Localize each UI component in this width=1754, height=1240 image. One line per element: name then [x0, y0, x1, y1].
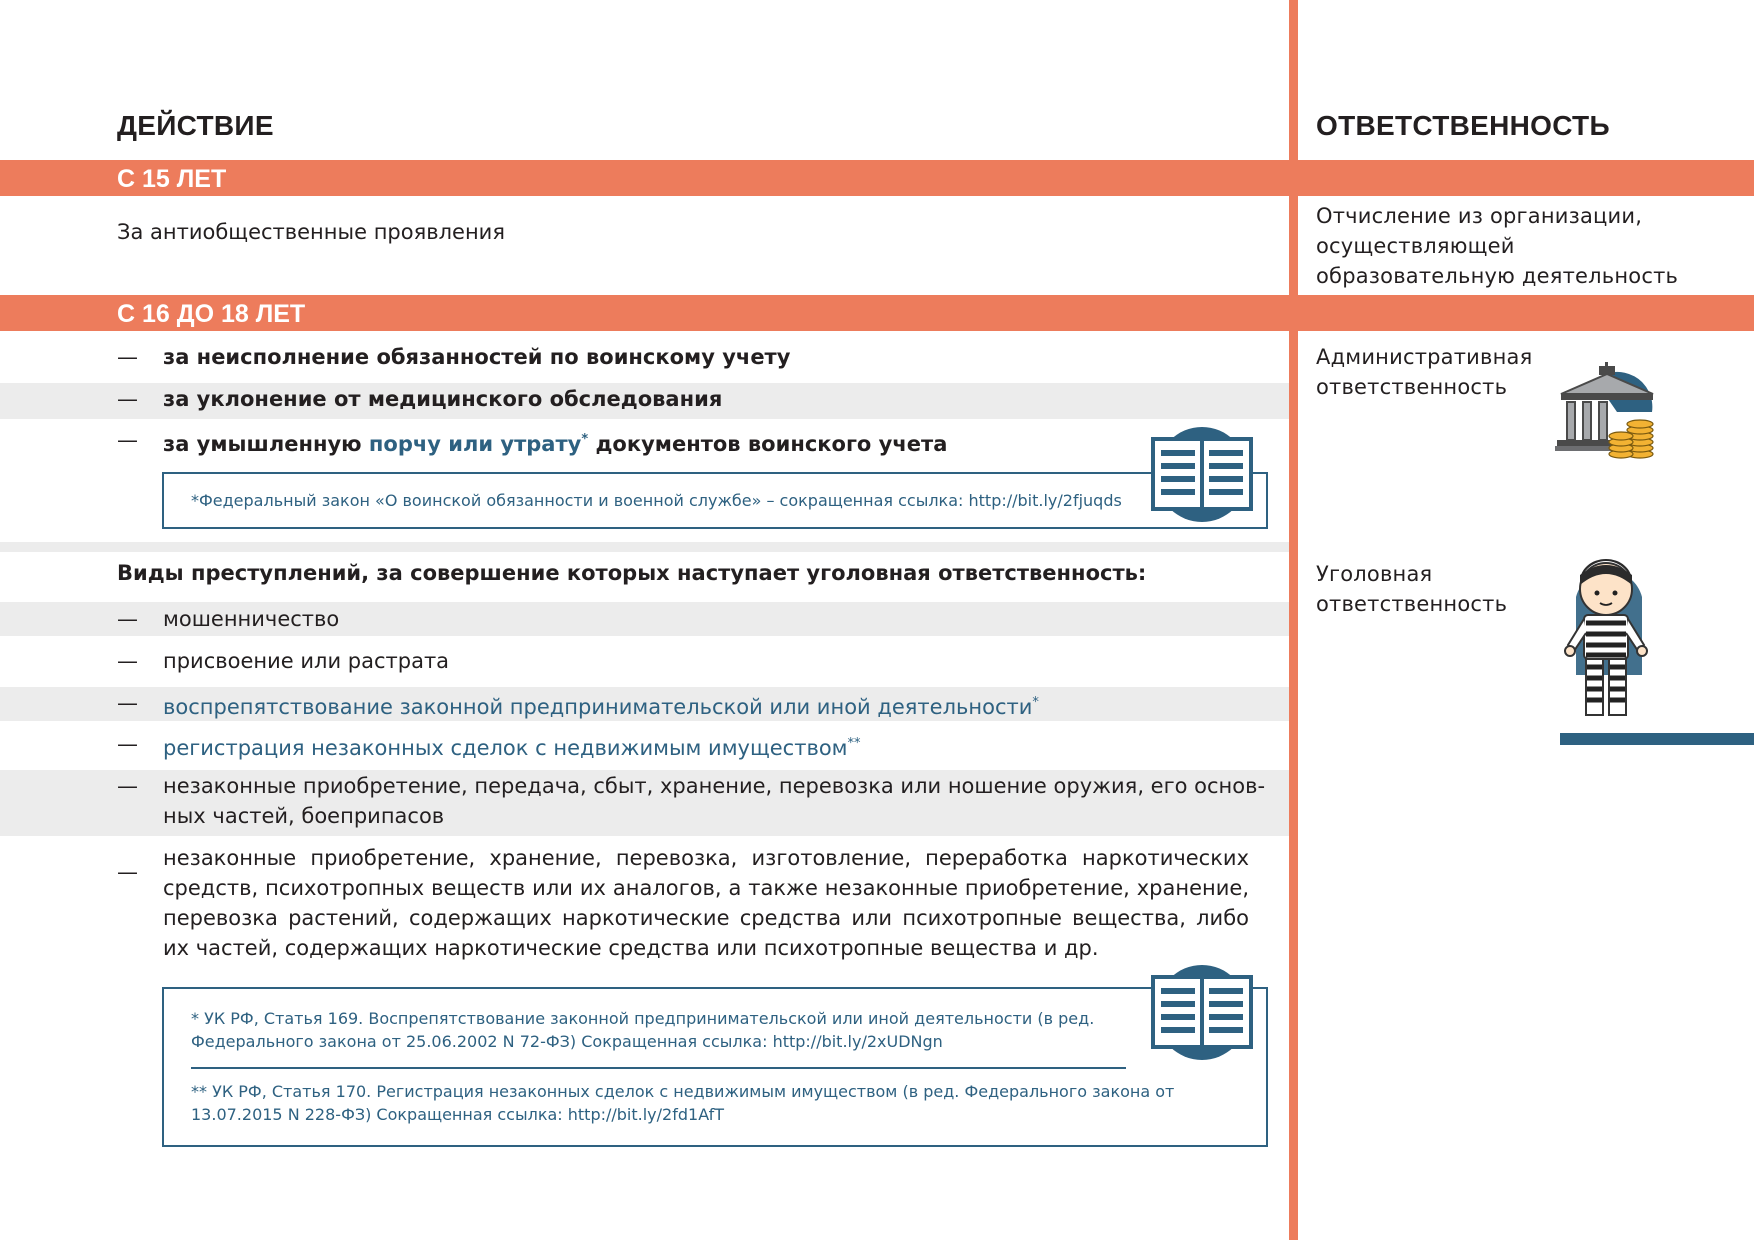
footnote-military-law: *Федеральный закон «О воинской обязанности и военной службе» – сокращенная ссылка: http://bit.ly/2fjuqds [191, 491, 1122, 510]
footnote-art-170: ** УК РФ, Статья 170. Регистрация незаконных сделок с недвижимым имуществом (в ред. Федерального закона от [191, 1082, 1175, 1101]
footnote-divider [191, 1067, 1126, 1069]
footnote-art-169: * УК РФ, Статья 169. Воспрепятствование законной предпринимательской или иной деятельности (в ред. [191, 1009, 1095, 1028]
dash: — [117, 732, 138, 756]
crime-item-link[interactable]: воспрепятствование законной предпринимательской или иной деятельности* [163, 695, 1039, 719]
age-15-band [0, 160, 1754, 196]
book-icon [1151, 427, 1253, 522]
prisoner-icon [1556, 555, 1656, 735]
age-15-label: С 15 ЛЕТ [117, 165, 227, 193]
crime-item-weapons-cont: ных частей, боеприпасов [163, 804, 445, 828]
dash: — [117, 860, 138, 884]
crime-item: присвоение или растрата [163, 649, 450, 673]
footnote-art-169-cont: Федерального закона от 25.06.2002 N 72-ФЗ) Сокращенная ссылка: http://bit.ly/2xUDNgn [191, 1032, 943, 1051]
military-item-1: за неисполнение обязанностей по воинскому учету [163, 345, 791, 369]
age-16-18-band [0, 295, 1754, 331]
age-15-responsibility: Отчисление из организации, осуществляющей образовательную деятельность [1316, 204, 1679, 288]
dash: — [117, 774, 138, 798]
action-header: ДЕЙСТВИЕ [117, 110, 274, 141]
age-16-18-label: С 16 ДО 18 ЛЕТ [117, 300, 306, 328]
courthouse-coins-icon [1555, 362, 1660, 462]
dash: — [117, 691, 138, 715]
book-icon [1151, 965, 1253, 1060]
ground-bar [1560, 733, 1754, 745]
military-item-2: за уклонение от медицинского обследования [163, 387, 723, 411]
section-separator [0, 542, 1289, 552]
dash: — [117, 345, 138, 369]
dash: — [117, 607, 138, 631]
crime-item: мошенничество [163, 607, 340, 631]
military-item-3: за умышленную порчу или утрату* документов воинского учета [163, 432, 948, 456]
crime-item-link[interactable]: регистрация незаконных сделок с недвижимым имуществом** [163, 736, 861, 760]
footnote-art-170-cont: 13.07.2015 N 228-ФЗ) Сокращенная ссылка: http://bit.ly/2fd1AfT [191, 1105, 724, 1124]
crime-item-drugs: незаконные приобретение, хранение, перевозка, изготовление, переработка наркотических средств, психотропных веществ или их аналогов, а также незаконные приобретение, хранение, перевозка растений, содержащих наркотические средства или психотропные вещества, либо их частей, содержащих наркотические средства или психотропные вещества и др. [163, 846, 1249, 960]
criminal-responsibility: Уголовная ответственность [1316, 562, 1508, 616]
damage-or-loss-link[interactable]: порчу или утрату [368, 432, 582, 456]
criminal-title: Виды преступлений, за совершение которых наступает уголовная ответственность: [117, 561, 1147, 585]
crime-item-weapons: незаконные приобретение, передача, сбыт, хранение, перевозка или ношение оружия, его основ- [163, 774, 1266, 798]
dash: — [117, 387, 138, 411]
age-15-action: За антиобщественные проявления [117, 220, 505, 244]
responsibility-header: ОТВЕТСТВЕННОСТЬ [1316, 110, 1610, 141]
dash: — [117, 428, 138, 452]
dash: — [117, 649, 138, 673]
administrative-responsibility: Административная ответственность [1316, 345, 1533, 399]
